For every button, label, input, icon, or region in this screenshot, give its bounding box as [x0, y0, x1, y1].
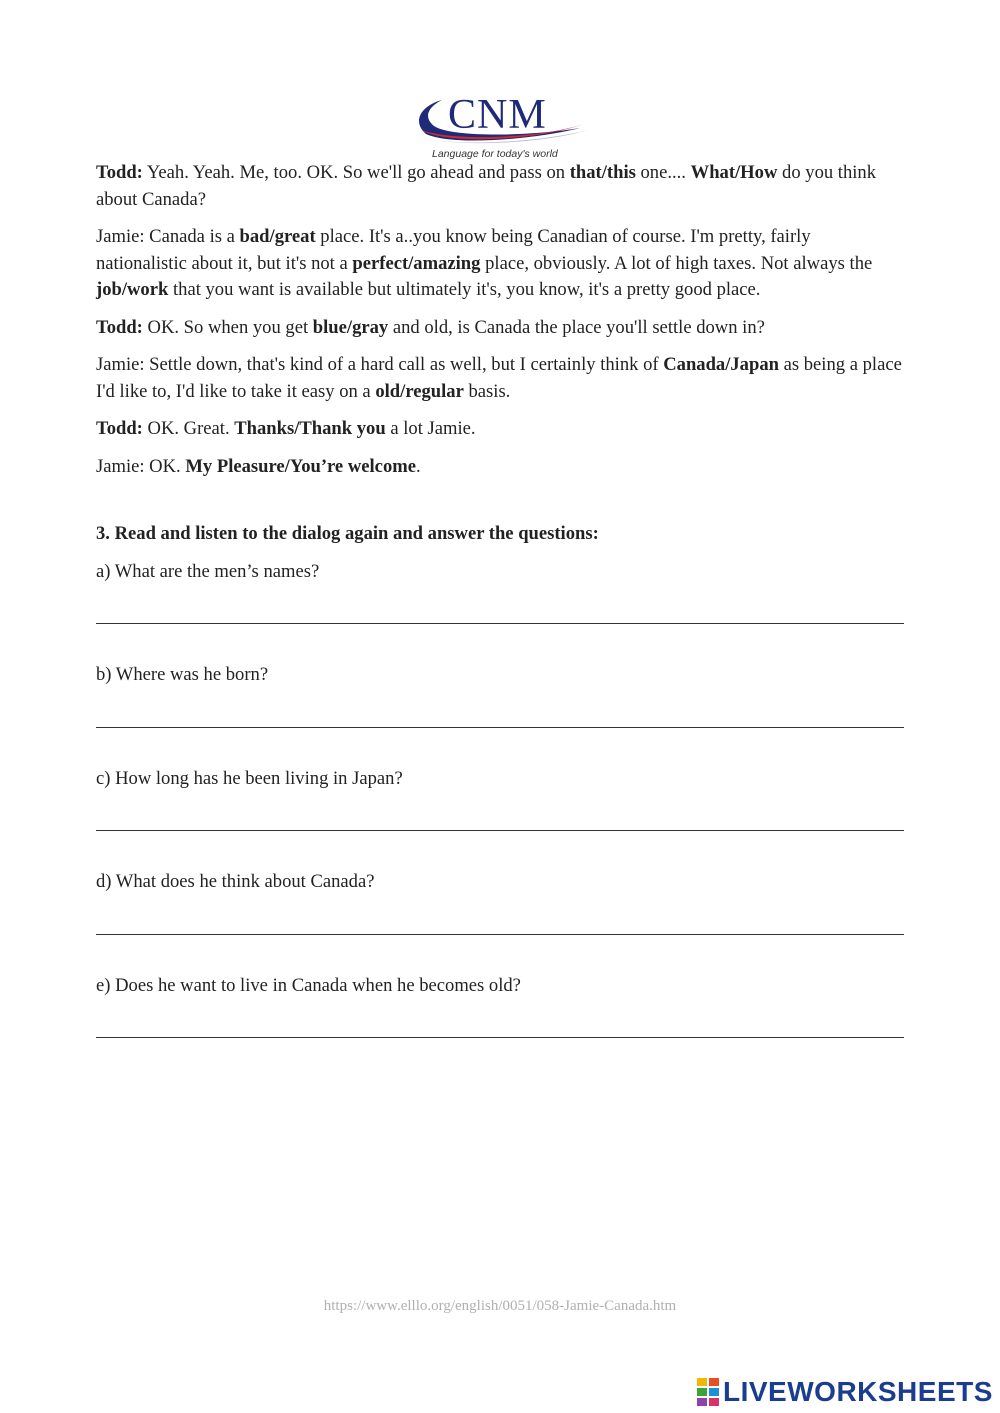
- dialog-text: basis.: [463, 380, 511, 402]
- answer-line[interactable]: [96, 1037, 904, 1038]
- dialog-bold-text: Todd:: [96, 316, 143, 338]
- question-text: b) Where was he born?: [96, 664, 269, 685]
- dialog-text: .: [415, 455, 421, 477]
- dialog-line: [96, 352, 904, 405]
- dialog-text: as being a place I'd like to, I'd like to take it easy on a: [96, 354, 902, 402]
- dialog-line: [96, 224, 904, 304]
- dialog-section: [96, 160, 904, 480]
- dialog-text: that you want is available but ultimately it's, you know, it's a pretty good place.: [168, 279, 761, 300]
- exercise-title: 3. Read and listen to the dialog again and answer the questions:: [96, 523, 599, 544]
- dialog-line: [96, 315, 904, 342]
- question-text: c) How long has he been living in Japan?: [96, 767, 403, 789]
- dialog-line: [96, 160, 904, 213]
- source-url: https://www.elllo.org/english/0051/058-Jamie-Canada.htm: [323, 1298, 677, 1314]
- cnm-logo-wordmark: CNM: [448, 92, 547, 138]
- dialog-text: a lot Jamie.: [385, 418, 476, 439]
- dialog-bold-text: bad/great: [239, 226, 316, 247]
- dialog-text: OK. So when you get: [142, 316, 313, 338]
- question-text: d) What does he think about Canada?: [96, 871, 375, 892]
- dialog-bold-text: Thanks/Thank you: [234, 418, 386, 439]
- dialog-bold-text: Todd:: [96, 418, 143, 439]
- dialog-text: place. It's a..you know being Canadian of course. I'm pretty, fairly nationalistic about it, but it's not a: [96, 226, 811, 274]
- dialog-text: place, obviously. A lot of high taxes. Not always the: [480, 252, 873, 274]
- dialog-bold-text: Todd:: [96, 162, 143, 183]
- answer-line[interactable]: [96, 623, 904, 624]
- dialog-bold-text: job/work: [96, 279, 169, 300]
- cnm-logo-tagline: Language for today's world: [432, 148, 558, 160]
- answer-line[interactable]: [96, 934, 904, 935]
- dialog-bold-text: old/regular: [375, 380, 464, 402]
- questions-list: [96, 559, 904, 1039]
- dialog-bold-text: Canada/Japan: [663, 354, 779, 375]
- question-text: a) What are the men’s names?: [96, 560, 320, 582]
- dialog-text: Jamie: OK.: [96, 455, 186, 477]
- dialog-bold-text: What/How: [690, 162, 778, 183]
- dialog-bold-text: that/this: [569, 162, 636, 183]
- dialog-text: OK. Great.: [142, 418, 235, 439]
- question-text: e) Does he want to live in Canada when he becomes old?: [96, 974, 521, 996]
- cnm-logo: [412, 92, 592, 164]
- dialog-text: one....: [635, 162, 691, 183]
- dialog-text: do you think about Canada?: [96, 162, 877, 210]
- worksheet-content: [96, 160, 904, 1076]
- liveworksheets-logo-icon: [697, 1378, 719, 1406]
- answer-line[interactable]: [96, 830, 904, 831]
- dialog-line: [96, 454, 904, 481]
- liveworksheets-brand: [697, 1378, 993, 1406]
- dialog-bold-text: perfect/amazing: [352, 252, 481, 274]
- dialog-line: [96, 416, 904, 443]
- dialog-bold-text: blue/gray: [312, 316, 389, 338]
- dialog-bold-text: My Pleasure/You’re welcome: [185, 455, 416, 477]
- liveworksheets-wordmark: LIVEWORKSHEETS: [723, 1376, 993, 1407]
- dialog-text: Jamie: Settle down, that's kind of a hard call as well, but I certainly think of: [96, 354, 664, 375]
- dialog-text: Jamie: Canada is a: [96, 226, 240, 247]
- dialog-text: and old, is Canada the place you'll settle down in?: [388, 316, 765, 338]
- answer-line[interactable]: [96, 727, 904, 728]
- dialog-text: Yeah. Yeah. Me, too. OK. So we'll go ahead and pass on: [142, 162, 570, 183]
